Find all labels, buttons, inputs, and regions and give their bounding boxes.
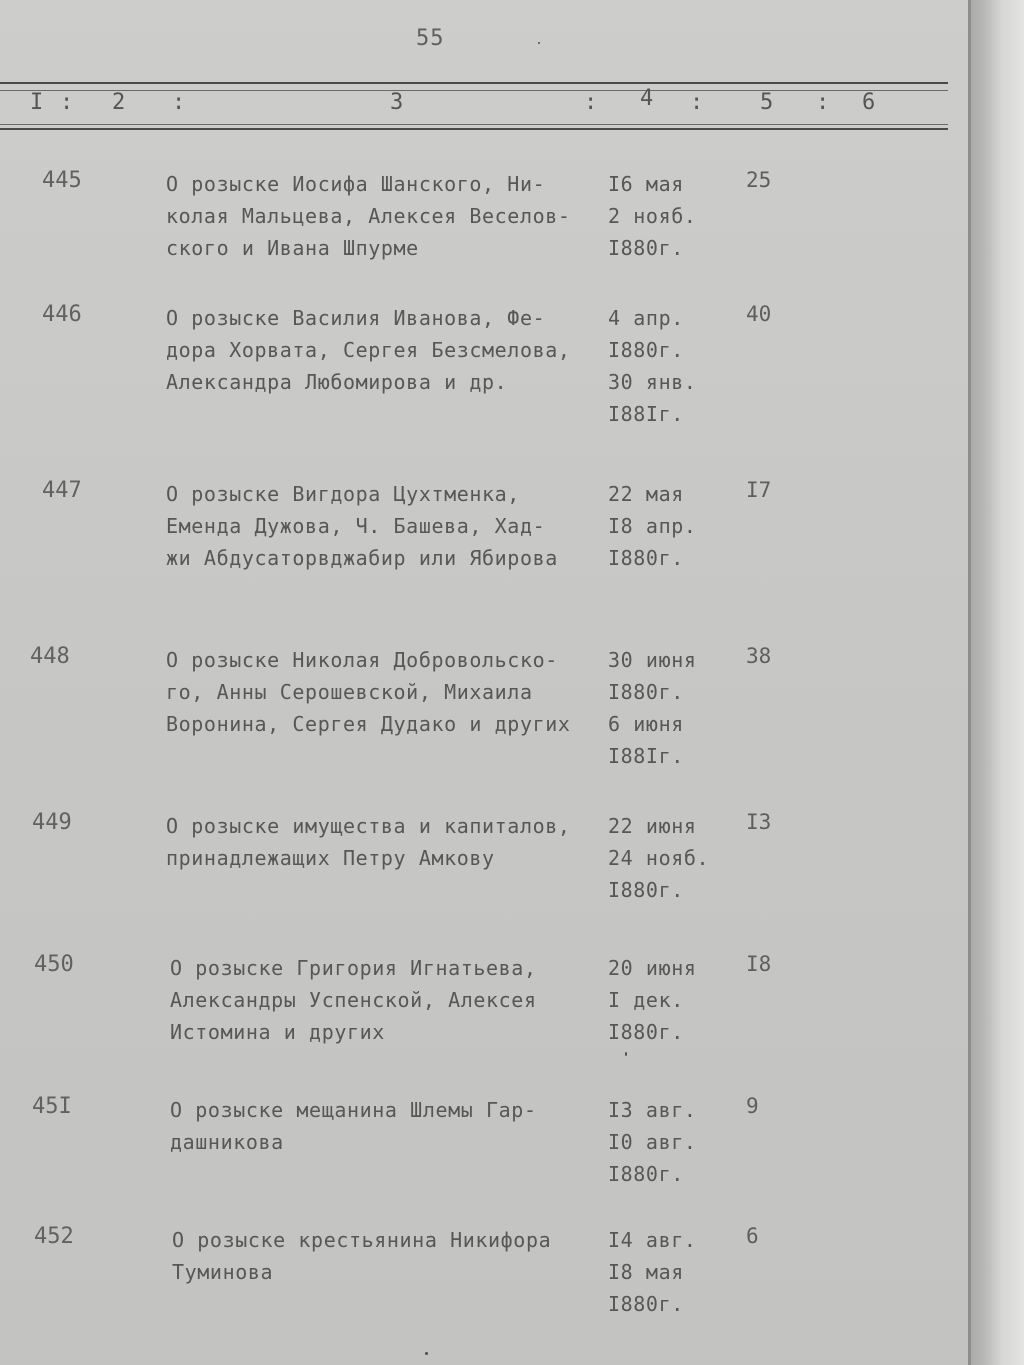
entry-title-line: жи Абдусаторвджабир или Ябирова: [166, 546, 558, 570]
entry-title-line: О розыске Николая Добровольско-: [166, 648, 558, 672]
entry-dates: [608, 1224, 697, 1320]
entry-sheets: 25: [746, 168, 772, 192]
entry-sheets: 6: [746, 1224, 759, 1248]
entry-title: [170, 952, 615, 1048]
ink-speck: [625, 1052, 627, 1056]
entry-date-line: I4 авг.: [608, 1228, 697, 1252]
entry-title-line: Александра Любомирова и др.: [166, 370, 508, 394]
entry-title-line: Воронина, Сергея Дудако и других: [166, 712, 571, 736]
entry-title-line: О розыске имущества и капиталов,: [166, 814, 571, 838]
entry-title: [172, 1224, 617, 1288]
entry-date-line: I880г.: [608, 236, 684, 260]
entry-title-line: О розыске мещанина Шлемы Гар-: [170, 1098, 537, 1122]
entry-date-line: I880г.: [608, 1020, 684, 1044]
column-header-2: 2: [112, 90, 126, 115]
entry-title-line: дора Хорвата, Сергея Безсмелова,: [166, 338, 571, 362]
entry-date-line: I8 апр.: [608, 514, 697, 538]
entry-number: 449: [32, 810, 72, 835]
entry-title: [166, 302, 611, 398]
ink-speck: [425, 1352, 428, 1355]
entry-title-line: го, Анны Серошевской, Михаила: [166, 680, 533, 704]
entry-date-line: 24 нояб.: [608, 846, 710, 870]
column-separator: :: [690, 90, 704, 115]
entry-date-line: I880г.: [608, 546, 684, 570]
entry-title: [170, 1094, 615, 1158]
entry-title: [166, 810, 611, 874]
entry-date-line: 20 июня: [608, 956, 697, 980]
entry-number: 448: [30, 644, 70, 669]
column-header-row: [0, 86, 948, 124]
entry-sheets: I8: [746, 952, 772, 976]
entry-date-line: 6 июня: [608, 712, 684, 736]
table-header-rule-thin: [0, 124, 948, 125]
entry-date-line: I88Iг.: [608, 744, 684, 768]
entry-title-line: принадлежащих Петру Амкову: [166, 846, 495, 870]
entry-sheets: 9: [746, 1094, 759, 1118]
entry-date-line: I3 авг.: [608, 1098, 697, 1122]
entry-title-line: ского и Ивана Шпурме: [166, 236, 419, 260]
column-separator: :: [172, 90, 186, 115]
column-header-5: 5: [760, 90, 774, 115]
entry-date-line: 22 июня: [608, 814, 697, 838]
entry-dates: [608, 1094, 697, 1190]
entry-number: 447: [42, 478, 82, 503]
entry-sheets: I3: [746, 810, 772, 834]
entry-title: [166, 478, 611, 574]
page-edge: [968, 0, 1024, 1365]
entry-title: [166, 644, 611, 740]
entry-date-line: I8 мая: [608, 1260, 684, 1284]
entry-title-line: Александры Успенской, Алексея: [170, 988, 537, 1012]
entry-date-line: I0 авг.: [608, 1130, 697, 1154]
entry-dates: [608, 810, 709, 906]
column-separator: :: [584, 90, 598, 115]
entry-title-line: Еменда Дужова, Ч. Башева, Хад-: [166, 514, 546, 538]
column-separator: :: [816, 90, 830, 115]
entry-title-line: Туминова: [172, 1260, 274, 1284]
entry-sheets: 38: [746, 644, 772, 668]
entry-sheets: 40: [746, 302, 772, 326]
table-top-rule: [0, 82, 948, 84]
entry-number: 446: [42, 302, 82, 327]
entry-title-line: колая Мальцева, Алексея Веселов-: [166, 204, 571, 228]
entry-dates: [608, 644, 697, 772]
entry-title-line: Истомина и других: [170, 1020, 385, 1044]
entry-dates: [608, 478, 697, 574]
entry-number: 45I: [32, 1094, 72, 1119]
entry-number: 450: [34, 952, 74, 977]
entry-date-line: 22 мая: [608, 482, 684, 506]
column-separator: :: [60, 90, 74, 115]
entry-date-line: 4 апр.: [608, 306, 684, 330]
entry-title: [166, 168, 611, 264]
entry-date-line: I880г.: [608, 1292, 684, 1316]
entry-date-line: I880г.: [608, 338, 684, 362]
entry-title-line: О розыске Василия Иванова, Фе-: [166, 306, 546, 330]
entry-date-line: I880г.: [608, 680, 684, 704]
entry-date-line: I дек.: [608, 988, 684, 1012]
column-header-3: 3: [390, 90, 404, 115]
ink-speck: [538, 42, 540, 44]
entry-title-line: О розыске Григория Игнатьева,: [170, 956, 537, 980]
entry-title-line: О розыске Вигдора Цухтменка,: [166, 482, 520, 506]
entry-sheets: I7: [746, 478, 772, 502]
table-header-rule: [0, 128, 948, 130]
column-header-6: 6: [862, 90, 876, 115]
entry-date-line: I88Iг.: [608, 402, 684, 426]
entry-date-line: I880г.: [608, 878, 684, 902]
column-header-1: I: [30, 90, 44, 115]
page-number: 55: [416, 26, 445, 51]
entry-title-line: дашникова: [170, 1130, 284, 1154]
entry-date-line: 2 нояб.: [608, 204, 697, 228]
entry-title-line: О розыске Иосифа Шанского, Ни-: [166, 172, 546, 196]
column-header-4: 4: [640, 86, 654, 111]
entry-date-line: 30 июня: [608, 648, 697, 672]
entry-number: 452: [34, 1224, 74, 1249]
entry-date-line: I6 мая: [608, 172, 684, 196]
entry-dates: [608, 302, 697, 430]
entry-title-line: О розыске крестьянина Никифора: [172, 1228, 552, 1252]
entry-dates: [608, 952, 697, 1048]
entry-date-line: I880г.: [608, 1162, 684, 1186]
entry-date-line: 30 янв.: [608, 370, 697, 394]
entry-number: 445: [42, 168, 82, 193]
entry-dates: [608, 168, 697, 264]
